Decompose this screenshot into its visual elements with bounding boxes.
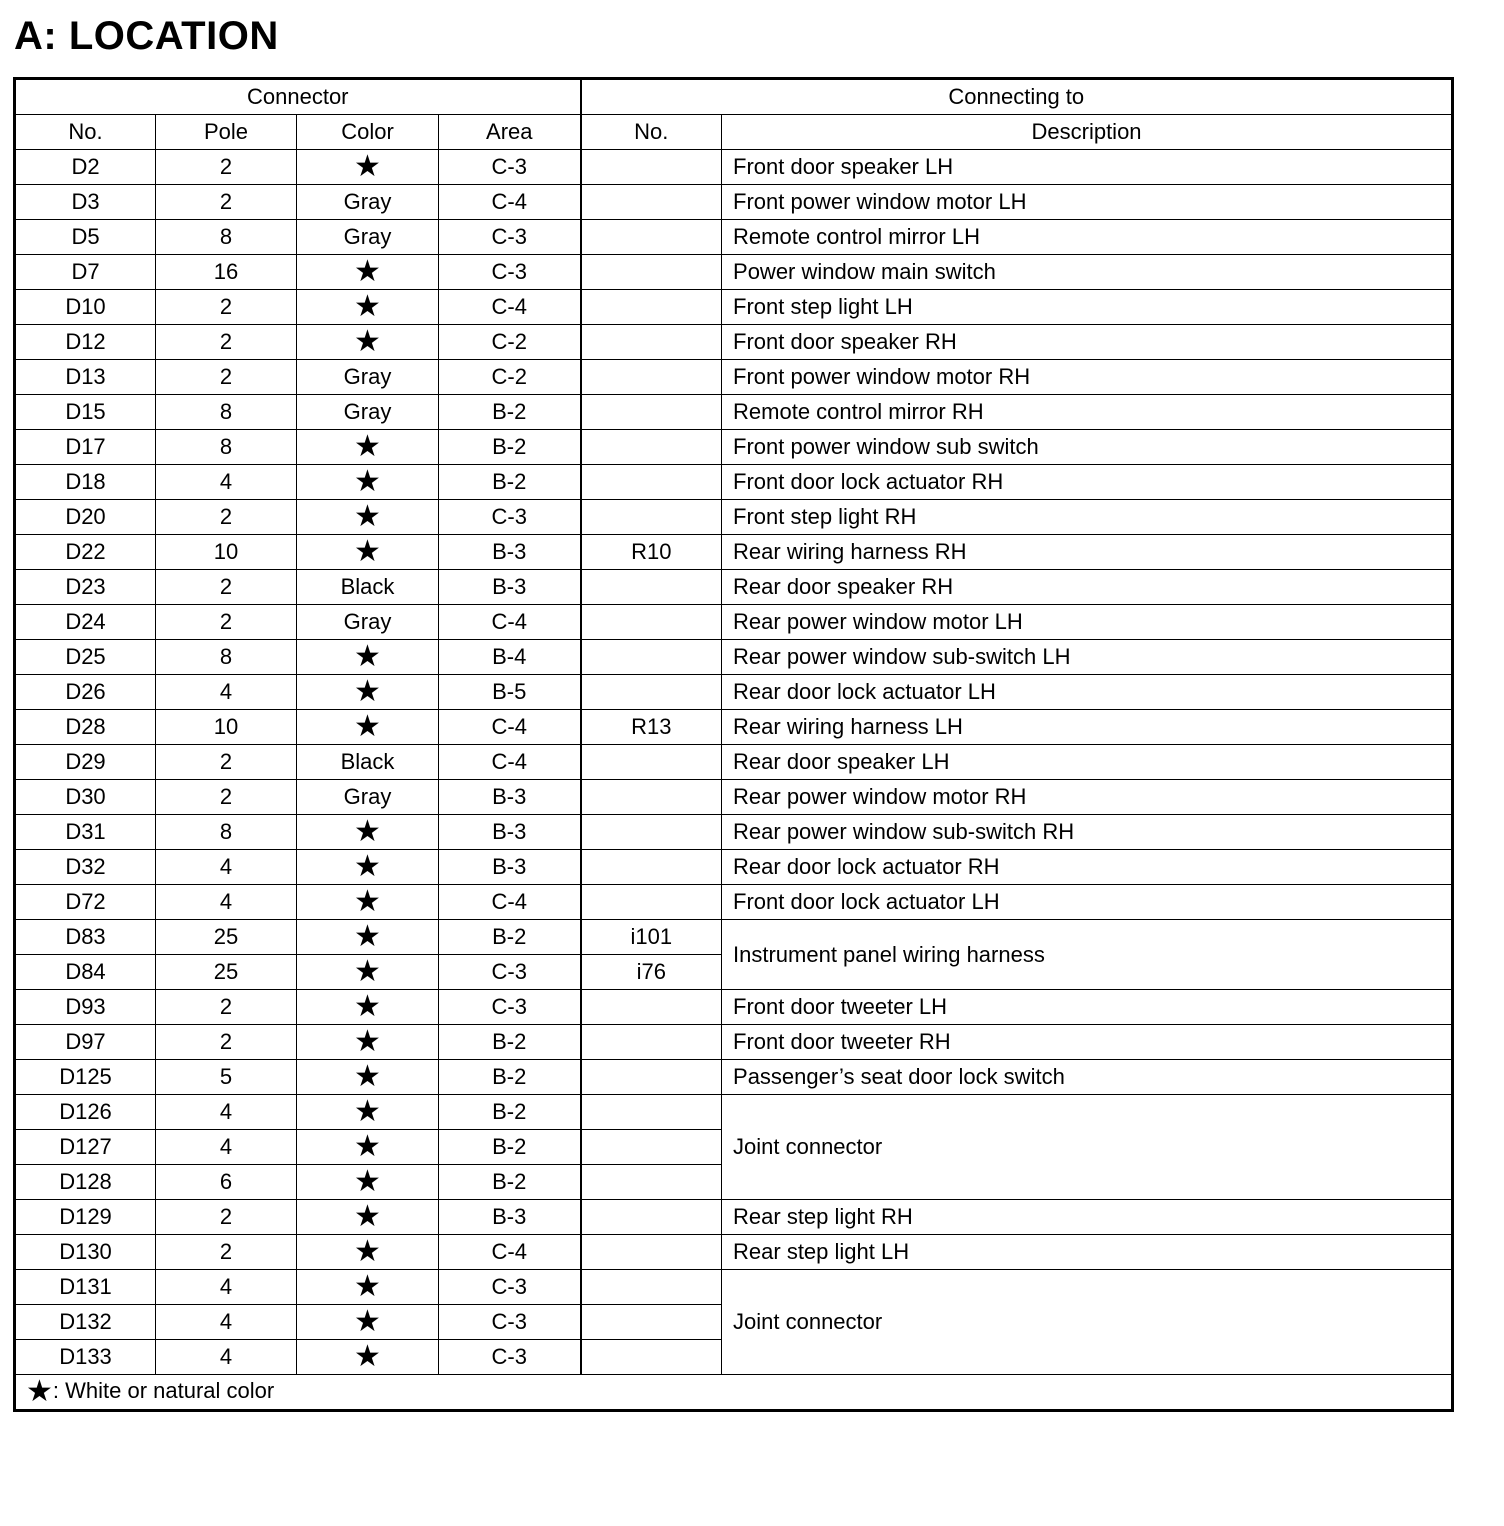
cell-area: B-2 <box>439 1025 581 1060</box>
cell-area: B-3 <box>439 535 581 570</box>
cell-area: C-3 <box>439 255 581 290</box>
cell-area: C-4 <box>439 185 581 220</box>
cell-area: B-2 <box>439 1095 581 1130</box>
cell-pole: 5 <box>156 1060 297 1095</box>
cell-connecting-no <box>581 220 722 255</box>
cell-connector-no: D18 <box>15 465 156 500</box>
table-row <box>15 360 1453 395</box>
star-icon: ★ <box>297 955 439 990</box>
cell-connector-no: D17 <box>15 430 156 465</box>
cell-area: B-3 <box>439 1200 581 1235</box>
cell-connector-no: D125 <box>15 1060 156 1095</box>
table-row <box>15 780 1453 815</box>
star-icon: ★ <box>297 1340 439 1375</box>
star-icon: ★ <box>297 710 439 745</box>
cell-connecting-no <box>581 640 722 675</box>
cell-area: B-4 <box>439 640 581 675</box>
cell-connecting-no <box>581 675 722 710</box>
cell-description: Front step light LH <box>722 290 1453 325</box>
cell-description: Front step light RH <box>722 500 1453 535</box>
cell-description: Rear power window motor RH <box>722 780 1453 815</box>
cell-connector-no: D29 <box>15 745 156 780</box>
cell-area: C-4 <box>439 885 581 920</box>
cell-connecting-no <box>581 500 722 535</box>
table-row <box>15 465 1453 500</box>
cell-area: B-3 <box>439 850 581 885</box>
star-icon: ★ <box>297 1060 439 1095</box>
cell-description: Front door speaker RH <box>722 325 1453 360</box>
cell-connector-no: D126 <box>15 1095 156 1130</box>
cell-connecting-no <box>581 395 722 430</box>
cell-area: C-4 <box>439 1235 581 1270</box>
table-row <box>15 255 1453 290</box>
star-icon: ★ <box>297 640 439 675</box>
cell-connecting-no <box>581 1270 722 1305</box>
cell-connector-no: D12 <box>15 325 156 360</box>
table-row <box>15 395 1453 430</box>
cell-description: Front door tweeter LH <box>722 990 1453 1025</box>
star-icon: ★ <box>297 850 439 885</box>
connecting-to-group-header: Connecting to <box>581 79 1453 115</box>
star-icon: ★ <box>26 1375 53 1408</box>
cell-color: Gray <box>297 220 439 255</box>
cell-connector-no: D131 <box>15 1270 156 1305</box>
col-header-color: Color <box>297 115 439 150</box>
cell-pole: 2 <box>156 605 297 640</box>
cell-connecting-no <box>581 885 722 920</box>
cell-connecting-no <box>581 850 722 885</box>
cell-connecting-no <box>581 185 722 220</box>
star-icon: ★ <box>297 465 439 500</box>
cell-pole: 2 <box>156 150 297 185</box>
cell-connector-no: D32 <box>15 850 156 885</box>
cell-connector-no: D72 <box>15 885 156 920</box>
cell-pole: 4 <box>156 885 297 920</box>
cell-description: Remote control mirror LH <box>722 220 1453 255</box>
table-row <box>15 1060 1453 1095</box>
cell-connector-no: D25 <box>15 640 156 675</box>
table-row <box>15 150 1453 185</box>
cell-pole: 2 <box>156 745 297 780</box>
cell-connector-no: D28 <box>15 710 156 745</box>
cell-area: B-2 <box>439 430 581 465</box>
cell-connecting-no <box>581 290 722 325</box>
cell-description: Remote control mirror RH <box>722 395 1453 430</box>
cell-description: Front power window motor RH <box>722 360 1453 395</box>
col-header-connecting-no: No. <box>581 115 722 150</box>
cell-description: Front door speaker LH <box>722 150 1453 185</box>
cell-connector-no: D24 <box>15 605 156 640</box>
cell-pole: 4 <box>156 465 297 500</box>
cell-color: Black <box>297 570 439 605</box>
cell-area: C-4 <box>439 745 581 780</box>
cell-area: B-2 <box>439 1165 581 1200</box>
cell-pole: 2 <box>156 500 297 535</box>
cell-description: Rear power window sub-switch RH <box>722 815 1453 850</box>
cell-area: C-3 <box>439 1270 581 1305</box>
cell-description: Front power window motor LH <box>722 185 1453 220</box>
cell-connecting-no <box>581 255 722 290</box>
table-row <box>15 1025 1453 1060</box>
cell-pole: 8 <box>156 395 297 430</box>
table-row <box>15 290 1453 325</box>
cell-pole: 16 <box>156 255 297 290</box>
cell-area: C-3 <box>439 1340 581 1375</box>
table-row <box>15 640 1453 675</box>
cell-connecting-no <box>581 1200 722 1235</box>
cell-connecting-no <box>581 570 722 605</box>
cell-description: Rear wiring harness RH <box>722 535 1453 570</box>
star-icon: ★ <box>297 920 439 955</box>
star-icon: ★ <box>297 990 439 1025</box>
star-icon: ★ <box>297 1305 439 1340</box>
cell-pole: 2 <box>156 360 297 395</box>
table-row <box>15 1270 1453 1305</box>
cell-description: Rear wiring harness LH <box>722 710 1453 745</box>
cell-connecting-no <box>581 465 722 500</box>
cell-area: B-3 <box>439 780 581 815</box>
cell-description: Joint connector <box>722 1270 1453 1375</box>
cell-area: C-2 <box>439 360 581 395</box>
star-icon: ★ <box>297 500 439 535</box>
cell-connecting-no <box>581 150 722 185</box>
star-icon: ★ <box>297 430 439 465</box>
cell-pole: 4 <box>156 1305 297 1340</box>
cell-connecting-no: i101 <box>581 920 722 955</box>
cell-description: Rear door lock actuator LH <box>722 675 1453 710</box>
cell-area: C-4 <box>439 290 581 325</box>
cell-connecting-no: R10 <box>581 535 722 570</box>
cell-connector-no: D128 <box>15 1165 156 1200</box>
star-icon: ★ <box>297 1165 439 1200</box>
cell-area: C-3 <box>439 500 581 535</box>
star-icon: ★ <box>297 1130 439 1165</box>
cell-pole: 25 <box>156 920 297 955</box>
column-header-row <box>15 115 1453 150</box>
cell-area: B-2 <box>439 1130 581 1165</box>
cell-area: B-3 <box>439 815 581 850</box>
cell-connector-no: D84 <box>15 955 156 990</box>
cell-pole: 2 <box>156 1200 297 1235</box>
table-row <box>15 1235 1453 1270</box>
cell-description: Joint connector <box>722 1095 1453 1200</box>
cell-pole: 2 <box>156 780 297 815</box>
cell-area: C-2 <box>439 325 581 360</box>
table-row <box>15 220 1453 255</box>
cell-pole: 2 <box>156 570 297 605</box>
cell-connecting-no <box>581 1130 722 1165</box>
cell-connecting-no <box>581 1025 722 1060</box>
cell-connector-no: D26 <box>15 675 156 710</box>
cell-area: C-3 <box>439 220 581 255</box>
cell-connector-no: D130 <box>15 1235 156 1270</box>
cell-connecting-no <box>581 605 722 640</box>
star-icon: ★ <box>297 1095 439 1130</box>
cell-description: Rear power window sub-switch LH <box>722 640 1453 675</box>
cell-connecting-no <box>581 1165 722 1200</box>
star-icon: ★ <box>297 675 439 710</box>
col-header-pole: Pole <box>156 115 297 150</box>
table-row <box>15 815 1453 850</box>
star-icon: ★ <box>297 1200 439 1235</box>
cell-color: Gray <box>297 360 439 395</box>
cell-connector-no: D22 <box>15 535 156 570</box>
cell-connecting-no: i76 <box>581 955 722 990</box>
cell-description: Rear door lock actuator RH <box>722 850 1453 885</box>
cell-pole: 2 <box>156 325 297 360</box>
cell-description: Rear power window motor LH <box>722 605 1453 640</box>
star-icon: ★ <box>297 150 439 185</box>
cell-connector-no: D3 <box>15 185 156 220</box>
star-icon: ★ <box>297 325 439 360</box>
cell-pole: 10 <box>156 535 297 570</box>
cell-area: B-2 <box>439 1060 581 1095</box>
cell-connector-no: D2 <box>15 150 156 185</box>
cell-area: B-5 <box>439 675 581 710</box>
cell-connector-no: D132 <box>15 1305 156 1340</box>
cell-pole: 8 <box>156 640 297 675</box>
cell-connector-no: D10 <box>15 290 156 325</box>
group-header-row <box>15 79 1453 115</box>
cell-pole: 4 <box>156 1130 297 1165</box>
table-row <box>15 990 1453 1025</box>
cell-description: Front door tweeter RH <box>722 1025 1453 1060</box>
cell-connecting-no <box>581 1095 722 1130</box>
cell-color: Gray <box>297 395 439 430</box>
cell-connecting-no <box>581 1235 722 1270</box>
cell-description: Passenger’s seat door lock switch <box>722 1060 1453 1095</box>
cell-connector-no: D83 <box>15 920 156 955</box>
cell-connecting-no <box>581 990 722 1025</box>
cell-connector-no: D7 <box>15 255 156 290</box>
cell-area: C-4 <box>439 710 581 745</box>
cell-connector-no: D31 <box>15 815 156 850</box>
cell-connector-no: D129 <box>15 1200 156 1235</box>
cell-connector-no: D30 <box>15 780 156 815</box>
cell-pole: 4 <box>156 1270 297 1305</box>
table-row <box>15 430 1453 465</box>
cell-pole: 8 <box>156 815 297 850</box>
cell-pole: 8 <box>156 220 297 255</box>
col-header-description: Description <box>722 115 1453 150</box>
cell-pole: 2 <box>156 1025 297 1060</box>
cell-pole: 2 <box>156 185 297 220</box>
footnote-text: : White or natural color <box>52 1378 275 1403</box>
cell-color: Gray <box>297 605 439 640</box>
cell-description: Front door lock actuator RH <box>722 465 1453 500</box>
table-row <box>15 1200 1453 1235</box>
cell-area: C-3 <box>439 990 581 1025</box>
table-row <box>15 1095 1453 1130</box>
footnote <box>15 1375 1453 1411</box>
cell-area: C-3 <box>439 150 581 185</box>
cell-connecting-no <box>581 745 722 780</box>
table-row <box>15 745 1453 780</box>
table-row <box>15 535 1453 570</box>
star-icon: ★ <box>297 1270 439 1305</box>
cell-area: B-3 <box>439 570 581 605</box>
cell-connecting-no <box>581 1305 722 1340</box>
cell-connector-no: D127 <box>15 1130 156 1165</box>
cell-pole: 4 <box>156 1095 297 1130</box>
cell-connecting-no <box>581 1340 722 1375</box>
cell-color: Gray <box>297 185 439 220</box>
cell-connecting-no <box>581 780 722 815</box>
cell-connecting-no <box>581 1060 722 1095</box>
col-header-area: Area <box>439 115 581 150</box>
cell-description: Rear step light LH <box>722 1235 1453 1270</box>
cell-connecting-no <box>581 325 722 360</box>
cell-area: C-3 <box>439 955 581 990</box>
table-row <box>15 325 1453 360</box>
cell-connecting-no <box>581 360 722 395</box>
cell-color: Gray <box>297 780 439 815</box>
cell-connector-no: D15 <box>15 395 156 430</box>
cell-area: B-2 <box>439 395 581 430</box>
cell-description: Power window main switch <box>722 255 1453 290</box>
cell-pole: 6 <box>156 1165 297 1200</box>
table-row <box>15 185 1453 220</box>
cell-connector-no: D13 <box>15 360 156 395</box>
table-body <box>15 150 1453 1375</box>
star-icon: ★ <box>297 885 439 920</box>
cell-pole: 25 <box>156 955 297 990</box>
star-icon: ★ <box>297 290 439 325</box>
cell-connecting-no <box>581 815 722 850</box>
footnote-row <box>15 1375 1453 1411</box>
table-row <box>15 605 1453 640</box>
cell-connector-no: D133 <box>15 1340 156 1375</box>
cell-connecting-no <box>581 430 722 465</box>
cell-pole: 4 <box>156 675 297 710</box>
cell-connecting-no: R13 <box>581 710 722 745</box>
star-icon: ★ <box>297 535 439 570</box>
table-row <box>15 850 1453 885</box>
cell-connector-no: D20 <box>15 500 156 535</box>
cell-pole: 10 <box>156 710 297 745</box>
cell-color: Black <box>297 745 439 780</box>
star-icon: ★ <box>297 815 439 850</box>
table-row <box>15 710 1453 745</box>
cell-pole: 8 <box>156 430 297 465</box>
connector-group-header: Connector <box>15 79 581 115</box>
cell-pole: 4 <box>156 850 297 885</box>
cell-connector-no: D23 <box>15 570 156 605</box>
star-icon: ★ <box>297 255 439 290</box>
cell-description: Instrument panel wiring harness <box>722 920 1453 990</box>
col-header-no: No. <box>15 115 156 150</box>
cell-pole: 2 <box>156 290 297 325</box>
star-icon: ★ <box>297 1235 439 1270</box>
cell-pole: 4 <box>156 1340 297 1375</box>
table-row <box>15 570 1453 605</box>
table-row <box>15 920 1453 955</box>
cell-pole: 2 <box>156 1235 297 1270</box>
cell-area: B-2 <box>439 465 581 500</box>
cell-area: C-3 <box>439 1305 581 1340</box>
star-icon: ★ <box>297 1025 439 1060</box>
page-title: A: LOCATION <box>14 14 279 58</box>
cell-pole: 2 <box>156 990 297 1025</box>
connector-location-table <box>13 77 1454 1412</box>
cell-description: Front door lock actuator LH <box>722 885 1453 920</box>
cell-description: Rear step light RH <box>722 1200 1453 1235</box>
cell-connector-no: D93 <box>15 990 156 1025</box>
cell-description: Front power window sub switch <box>722 430 1453 465</box>
cell-connector-no: D97 <box>15 1025 156 1060</box>
cell-area: B-2 <box>439 920 581 955</box>
cell-description: Rear door speaker RH <box>722 570 1453 605</box>
cell-area: C-4 <box>439 605 581 640</box>
cell-description: Rear door speaker LH <box>722 745 1453 780</box>
table-row <box>15 885 1453 920</box>
table-row <box>15 675 1453 710</box>
table-row <box>15 500 1453 535</box>
cell-connector-no: D5 <box>15 220 156 255</box>
